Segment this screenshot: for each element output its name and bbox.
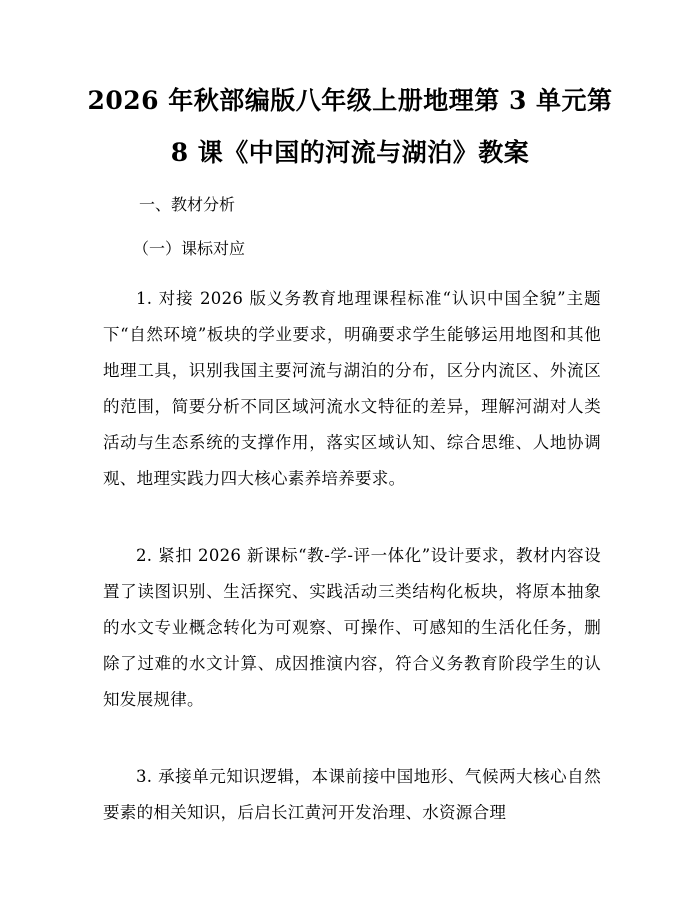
document-title-line-1: 2026 年秋部编版八年级上册地理第 3 单元第 — [87, 86, 613, 115]
section-heading-textbook-analysis: 一、教材分析 — [139, 195, 236, 214]
paragraph-3: 3. 承接单元知识逻辑，本课前接中国地形、气候两大核心自然要素的相关知识，后启长江黄河开发治理、水资源合理 — [103, 767, 601, 822]
document-title-line-2: 8 课《中国的河流与湖泊》教案 — [170, 138, 530, 167]
paragraph-1: 1. 对接 2026 版义务教育地理课程标准“认识中国全貌”主题下“自然环境”板块的学业要求，明确要求学生能够运用地图和其他地理工具，识别我国主要河流与湖泊的分布，区分内流区、外流区的范围，简要分析不同区域河流水文特征的差异，理解河湖对人类活动与生态系统的支撑作用，落实区域认知、综合思维、人地协调观、地理实践力四大核心素养培养要求。 — [103, 289, 601, 488]
subsection-heading-curriculum-standard: （一）课标对应 — [133, 239, 246, 258]
paragraph-2: 2. 紧扣 2026 新课标“教-学-评一体化”设计要求，教材内容设置了读图识别、生活探究、实践活动三类结构化板块，将原本抽象的水文专业概念转化为可观察、可操作、可感知的生活化任务，删除了过难的水文计算、成因推演内容，符合义务教育阶段学生的认知发展规律。 — [103, 546, 601, 709]
